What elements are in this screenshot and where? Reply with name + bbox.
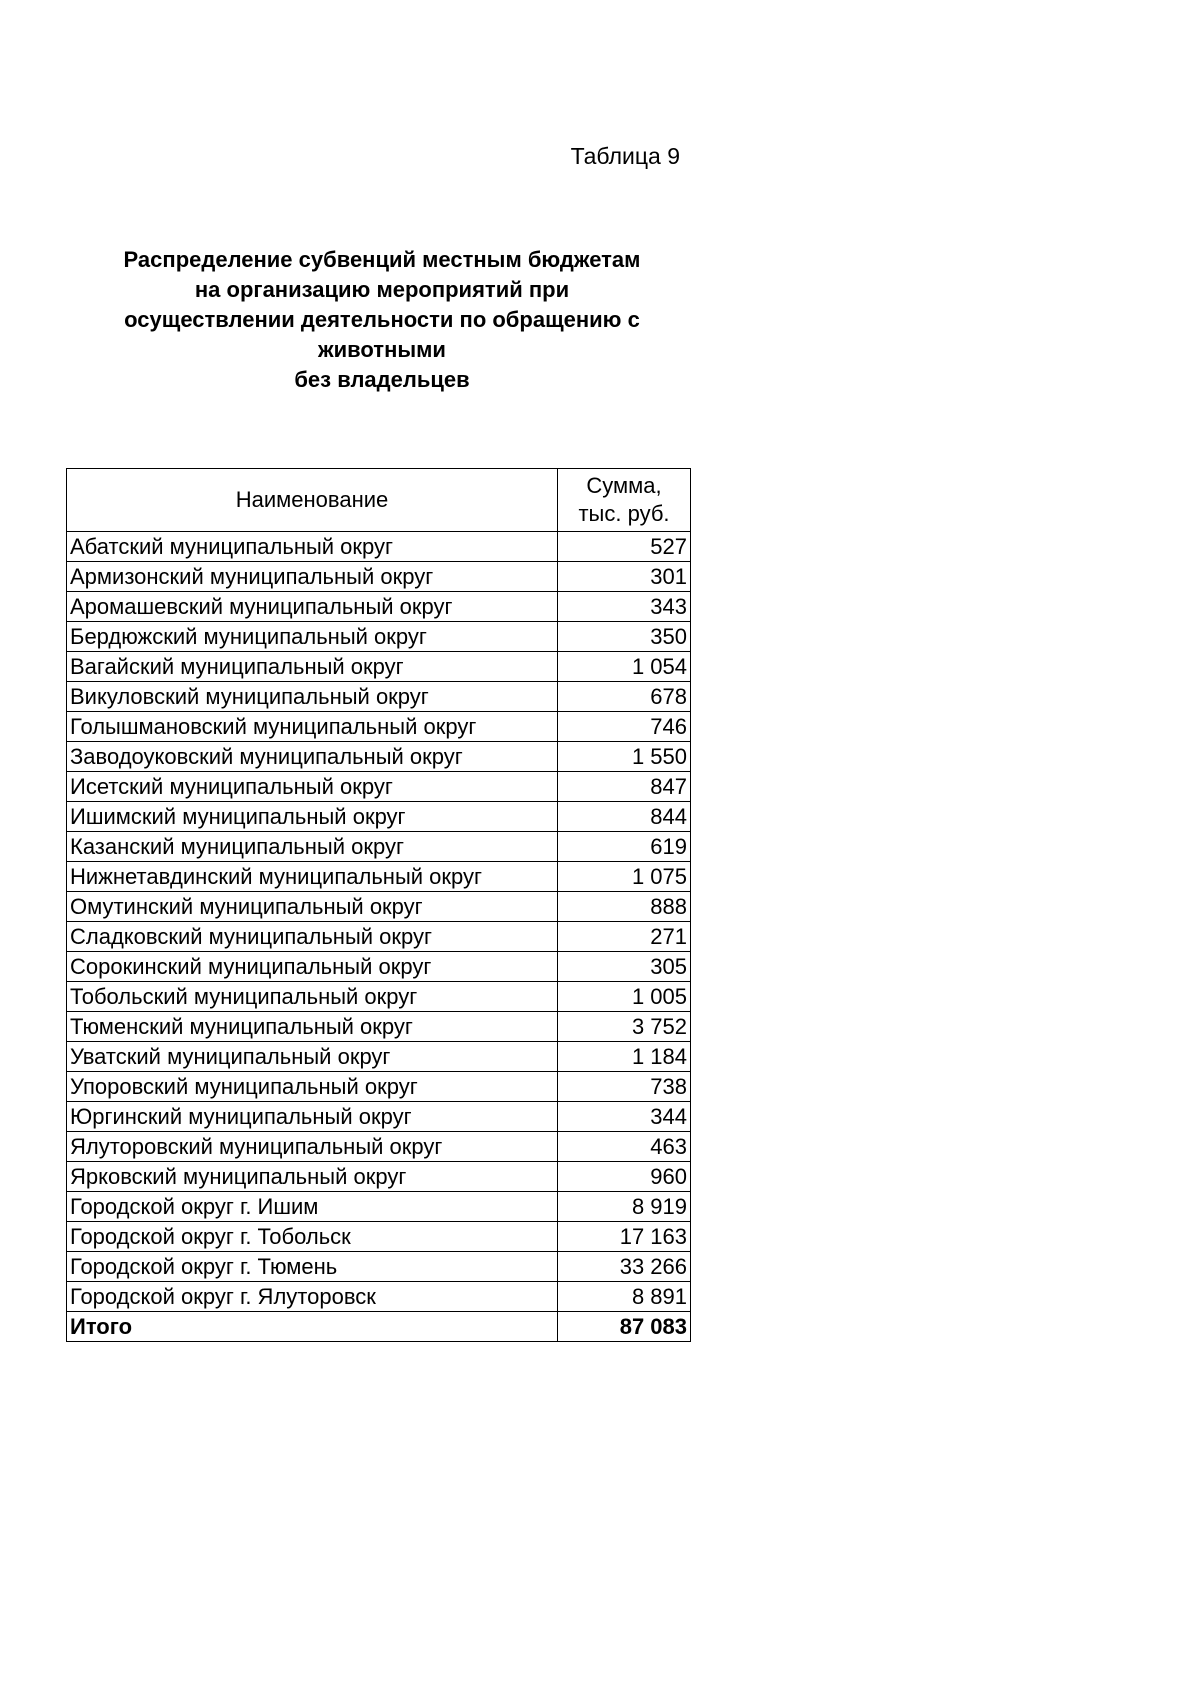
- row-name: Нижнетавдинский муниципальный округ: [67, 862, 558, 892]
- row-sum: 301: [558, 562, 691, 592]
- table-row: [67, 862, 691, 892]
- table-row: [67, 832, 691, 862]
- table-row: [67, 1222, 691, 1252]
- table-row: [67, 1132, 691, 1162]
- table-row: [67, 1012, 691, 1042]
- table-row: [67, 1042, 691, 1072]
- table-row: [67, 1102, 691, 1132]
- row-name: Ялуторовский муниципальный округ: [67, 1132, 558, 1162]
- row-sum: 1 005: [558, 982, 691, 1012]
- table-header-row: [67, 469, 691, 532]
- row-sum: 527: [558, 532, 691, 562]
- row-sum: 619: [558, 832, 691, 862]
- row-sum: 1 054: [558, 652, 691, 682]
- row-name: Сладковский муниципальный округ: [67, 922, 558, 952]
- title-line: на организацию мероприятий при: [194, 277, 570, 302]
- row-name: Омутинский муниципальный округ: [67, 892, 558, 922]
- header-sum: [558, 469, 691, 532]
- total-sum: 87 083: [558, 1312, 691, 1342]
- title-line: осуществлении деятельности по обращению с: [124, 307, 640, 332]
- table-body: [67, 532, 691, 1342]
- row-sum: 305: [558, 952, 691, 982]
- row-name: Городской округ г. Тобольск: [67, 1222, 558, 1252]
- row-name: Упоровский муниципальный округ: [67, 1072, 558, 1102]
- title-line: животными: [318, 337, 446, 362]
- table-row: [67, 892, 691, 922]
- table-row: [67, 742, 691, 772]
- table-row: [67, 532, 691, 562]
- row-sum: 33 266: [558, 1252, 691, 1282]
- row-sum: 678: [558, 682, 691, 712]
- table-row: [67, 1162, 691, 1192]
- row-name: Городской округ г. Тюмень: [67, 1252, 558, 1282]
- row-name: Викуловский муниципальный округ: [67, 682, 558, 712]
- row-sum: 844: [558, 802, 691, 832]
- table-row: [67, 712, 691, 742]
- row-sum: 350: [558, 622, 691, 652]
- table-row: [67, 592, 691, 622]
- row-name: Голышмановский муниципальный округ: [67, 712, 558, 742]
- row-name: Казанский муниципальный округ: [67, 832, 558, 862]
- row-name: Тюменский муниципальный округ: [67, 1012, 558, 1042]
- document-title: [66, 245, 698, 395]
- table-row: [67, 772, 691, 802]
- table-row: [67, 1072, 691, 1102]
- table-row: [67, 622, 691, 652]
- header-name: Наименование: [67, 469, 558, 532]
- row-sum: 17 163: [558, 1222, 691, 1252]
- row-name: Юргинский муниципальный округ: [67, 1102, 558, 1132]
- row-sum: 8 919: [558, 1192, 691, 1222]
- table-row: [67, 922, 691, 952]
- total-label: Итого: [67, 1312, 558, 1342]
- table-number-label: Таблица 9: [570, 143, 680, 169]
- row-name: Исетский муниципальный округ: [67, 772, 558, 802]
- row-name: Заводоуковский муниципальный округ: [67, 742, 558, 772]
- header-sum-line1: Сумма,: [586, 473, 662, 498]
- row-name: Сорокинский муниципальный округ: [67, 952, 558, 982]
- row-sum: 344: [558, 1102, 691, 1132]
- row-sum: 888: [558, 892, 691, 922]
- table-row: [67, 1192, 691, 1222]
- row-sum: 960: [558, 1162, 691, 1192]
- row-sum: 8 891: [558, 1282, 691, 1312]
- row-name: Бердюжский муниципальный округ: [67, 622, 558, 652]
- table-row: [67, 982, 691, 1012]
- row-sum: 1 184: [558, 1042, 691, 1072]
- row-sum: 746: [558, 712, 691, 742]
- title-line: без владельцев: [294, 367, 470, 392]
- row-sum: 343: [558, 592, 691, 622]
- row-name: Ишимский муниципальный округ: [67, 802, 558, 832]
- subvention-table: [66, 468, 691, 1342]
- row-name: Вагайский муниципальный округ: [67, 652, 558, 682]
- row-sum: 271: [558, 922, 691, 952]
- header-sum-line2: тыс. руб.: [578, 501, 670, 526]
- row-name: Тобольский муниципальный округ: [67, 982, 558, 1012]
- row-name: Абатский муниципальный округ: [67, 532, 558, 562]
- row-name: Городской округ г. Ишим: [67, 1192, 558, 1222]
- row-sum: 1 550: [558, 742, 691, 772]
- row-sum: 847: [558, 772, 691, 802]
- table-row: [67, 682, 691, 712]
- row-name: Уватский муниципальный округ: [67, 1042, 558, 1072]
- table-row: [67, 802, 691, 832]
- row-name: Городской округ г. Ялуторовск: [67, 1282, 558, 1312]
- title-line: Распределение субвенций местным бюджетам: [123, 247, 641, 272]
- table-row: [67, 952, 691, 982]
- row-sum: 3 752: [558, 1012, 691, 1042]
- table-row: [67, 1282, 691, 1312]
- row-name: Ярковский муниципальный округ: [67, 1162, 558, 1192]
- row-sum: 1 075: [558, 862, 691, 892]
- row-sum: 463: [558, 1132, 691, 1162]
- table-row: [67, 562, 691, 592]
- row-name: Аромашевский муниципальный округ: [67, 592, 558, 622]
- table-row: [67, 1252, 691, 1282]
- total-row: [67, 1312, 691, 1342]
- table-row: [67, 652, 691, 682]
- row-name: Армизонский муниципальный округ: [67, 562, 558, 592]
- row-sum: 738: [558, 1072, 691, 1102]
